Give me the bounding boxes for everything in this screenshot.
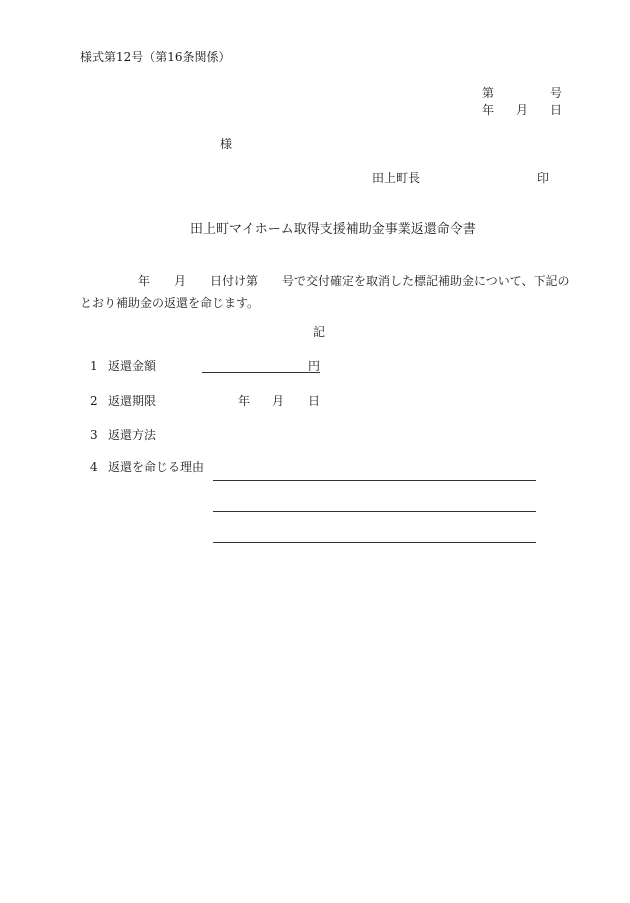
item-4-number: 4 [90,460,98,474]
document-title: 田上町マイホーム取得支援補助金事業返還命令書 [190,222,476,237]
reason-line-1 [213,480,536,481]
body-line-1: 年 月 日付け第 号で交付確定を取消した標記補助金について、下記の [138,274,570,288]
item-2-label: 返還期限 [108,394,157,408]
reason-line-2 [213,511,536,512]
item-3-number: 3 [90,428,98,442]
deadline-month: 月 [272,394,285,408]
date-year: 年 [482,103,495,117]
deadline-year: 年 [238,394,251,408]
date-month: 月 [516,103,529,117]
item-1-number: 1 [90,359,98,373]
item-2-number: 2 [90,394,98,408]
amount-unit: 円 [308,359,321,373]
deadline-day: 日 [308,394,321,408]
form-number: 様式第12号（第16条関係） [80,50,231,64]
doc-number-prefix: 第 [482,86,495,100]
item-4-label: 返還を命じる理由 [108,460,205,474]
body-paragraph [80,270,570,314]
seal-mark: 印 [537,171,550,185]
amount-line [202,372,320,373]
issuer-title: 田上町長 [372,171,421,185]
date-day: 日 [550,103,563,117]
body-line-2: とおり補助金の返還を命じます。 [80,296,260,310]
addressee-honorific: 様 [220,137,233,151]
item-3-label: 返還方法 [108,428,157,442]
reason-line-3 [213,542,536,543]
item-1-label: 返還金額 [108,359,157,373]
ki-heading: 記 [313,325,326,339]
doc-number-suffix: 号 [550,86,563,100]
